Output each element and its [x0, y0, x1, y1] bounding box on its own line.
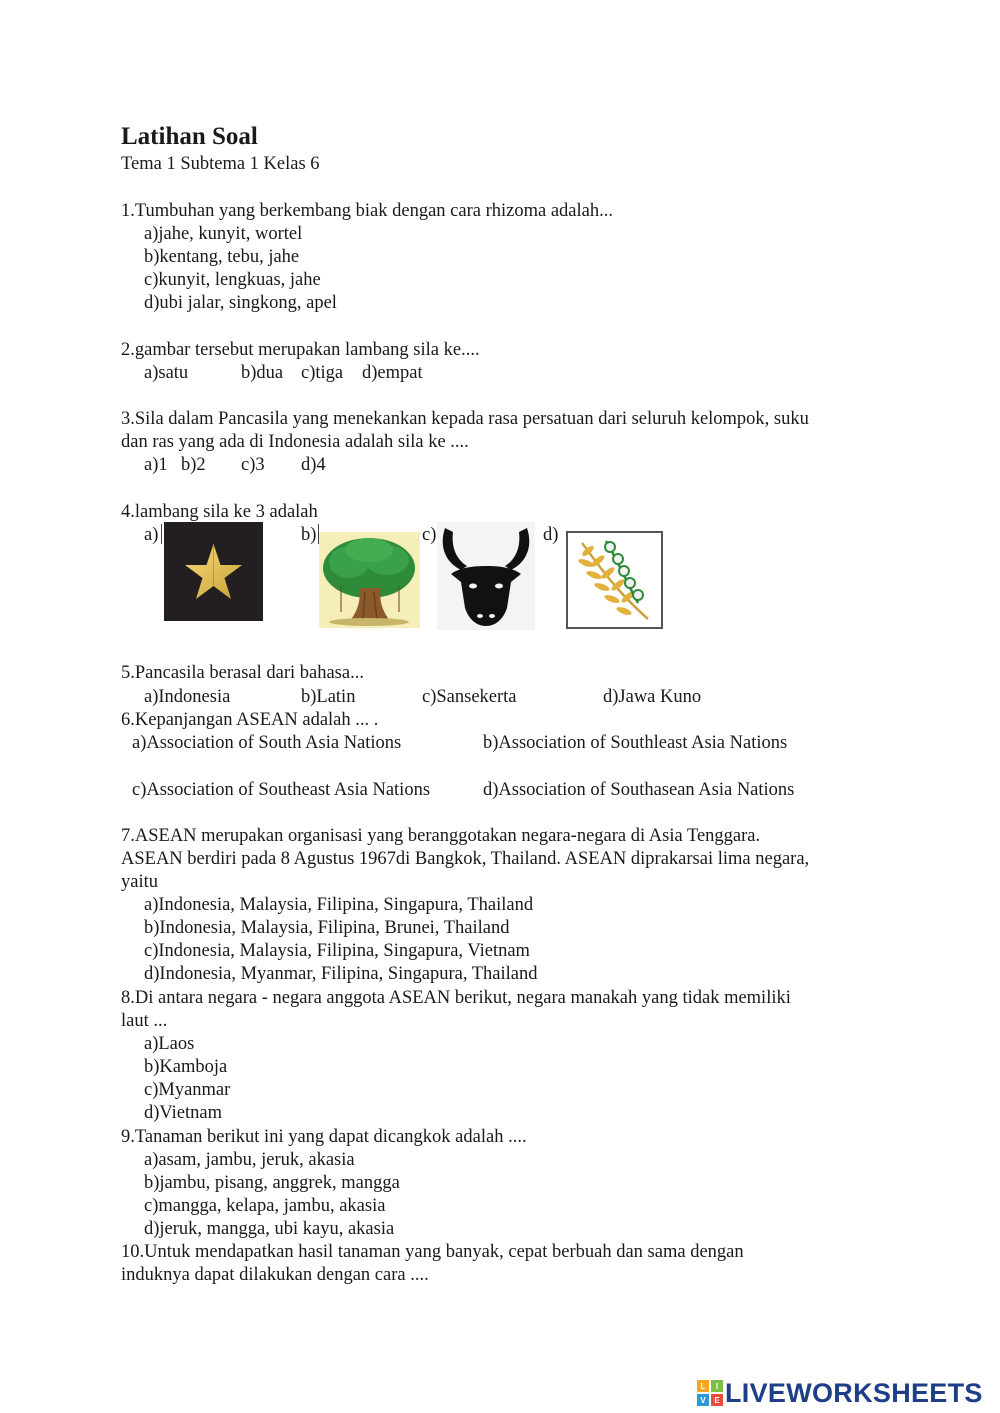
q8-option-b[interactable]: b)Kamboja [144, 1057, 228, 1077]
q7-option-d[interactable]: d)Indonesia, Myanmar, Filipina, Singapura, Thailand [144, 964, 538, 984]
q3-option-c[interactable]: c)3 [241, 455, 265, 475]
q2-option-b[interactable]: b)dua [241, 363, 284, 383]
q4-option-b[interactable]: b) [301, 525, 317, 545]
q5-option-b[interactable]: b)Latin [301, 687, 356, 707]
q6-option-c[interactable]: c)Association of Southeast Asia Nations [132, 780, 431, 800]
q8-option-a[interactable]: a)Laos [144, 1034, 195, 1054]
question-9: 9.Tanaman berikut ini yang dapat dicangkok adalah .... [121, 1127, 527, 1147]
logo-mark-v: V [697, 1394, 709, 1406]
q1-option-d[interactable]: d)ubi jalar, singkong, apel [144, 293, 337, 313]
q7-option-b[interactable]: b)Indonesia, Malaysia, Filipina, Brunei, Thailand [144, 918, 510, 938]
q6-option-d[interactable]: d)Association of Southasean Asia Nations [483, 780, 795, 800]
q9-option-a[interactable]: a)asam, jambu, jeruk, akasia [144, 1150, 355, 1170]
q2-option-d[interactable]: d)empat [362, 363, 423, 383]
q7-option-c[interactable]: c)Indonesia, Malaysia, Filipina, Singapura, Vietnam [144, 941, 530, 961]
q2-option-c[interactable]: c)tiga [301, 363, 344, 383]
logo-mark-e: E [711, 1394, 723, 1406]
q8-option-c[interactable]: c)Myanmar [144, 1080, 231, 1100]
question-10-line-1: 10.Untuk mendapatkan hasil tanaman yang banyak, cepat berbuah dan sama dengan [121, 1242, 744, 1262]
q4-option-c[interactable]: c) [422, 525, 437, 545]
question-4: 4.lambang sila ke 3 adalah [121, 502, 318, 522]
q9-option-b[interactable]: b)jambu, pisang, anggrek, mangga [144, 1173, 400, 1193]
q9-option-c[interactable]: c)mangga, kelapa, jambu, akasia [144, 1196, 386, 1216]
logo-text: LIVEWORKSHEETS [725, 1377, 983, 1408]
page-title: Latihan Soal [121, 123, 258, 150]
question-8-line-1: 8.Di antara negara - negara anggota ASEAN berikut, negara manakah yang tidak memiliki [121, 988, 791, 1008]
liveworksheets-logo [697, 1378, 983, 1408]
star-icon [164, 522, 263, 621]
question-7-line-1: 7.ASEAN merupakan organisasi yang beranggotakan negara-negara di Asia Tenggara. [121, 826, 761, 846]
q5-option-d[interactable]: d)Jawa Kuno [603, 687, 702, 707]
q8-option-d[interactable]: d)Vietnam [144, 1103, 223, 1123]
q2-option-a[interactable]: a)satu [144, 363, 189, 383]
question-7-line-2: ASEAN berdiri pada 8 Agustus 1967di Bangkok, Thailand. ASEAN diprakarsai lima negara, [121, 849, 810, 869]
q7-option-a[interactable]: a)Indonesia, Malaysia, Filipina, Singapura, Thailand [144, 895, 534, 915]
question-10-line-2: induknya dapat dilakukan dengan cara .... [121, 1265, 429, 1285]
q1-option-a[interactable]: a)jahe, kunyit, wortel [144, 224, 303, 244]
question-7-line-3: yaitu [121, 872, 158, 892]
banyan-tree-icon [319, 532, 420, 628]
question-3-line-2: dan ras yang ada di Indonesia adalah sila ke .... [121, 432, 469, 452]
q3-option-b[interactable]: b)2 [181, 455, 206, 475]
question-1: 1.Tumbuhan yang berkembang biak dengan cara rhizoma adalah... [121, 201, 613, 221]
q4-a-input-marker[interactable] [161, 524, 162, 544]
q4-option-a[interactable]: a) [144, 525, 159, 545]
question-3-line-1: 3.Sila dalam Pancasila yang menekankan kepada rasa persatuan dari seluruh kelompok, suku [121, 409, 809, 429]
q6-option-a[interactable]: a)Association of South Asia Nations [132, 733, 402, 753]
q3-option-d[interactable]: d)4 [301, 455, 326, 475]
q6-option-b[interactable]: b)Association of Southleast Asia Nations [483, 733, 788, 753]
q5-option-c[interactable]: c)Sansekerta [422, 687, 517, 707]
q1-option-c[interactable]: c)kunyit, lengkuas, jahe [144, 270, 321, 290]
logo-mark-i: I [711, 1380, 723, 1392]
question-8-line-2: laut ... [121, 1011, 168, 1031]
q5-option-a[interactable]: a)Indonesia [144, 687, 231, 707]
page-subtitle: Tema 1 Subtema 1 Kelas 6 [121, 154, 320, 174]
question-5: 5.Pancasila berasal dari bahasa... [121, 663, 364, 683]
q9-option-d[interactable]: d)jeruk, mangga, ubi kayu, akasia [144, 1219, 395, 1239]
rice-cotton-icon [566, 531, 663, 629]
liveworksheets-logo-icon [697, 1380, 723, 1406]
q4-option-d[interactable]: d) [543, 525, 559, 545]
bull-head-icon [437, 522, 535, 630]
q1-option-b[interactable]: b)kentang, tebu, jahe [144, 247, 300, 267]
q3-option-a[interactable]: a)1 [144, 455, 168, 475]
question-2: 2.gambar tersebut merupakan lambang sila ke.... [121, 340, 480, 360]
question-6: 6.Kepanjangan ASEAN adalah ... . [121, 710, 379, 730]
logo-mark-l: L [697, 1380, 709, 1392]
